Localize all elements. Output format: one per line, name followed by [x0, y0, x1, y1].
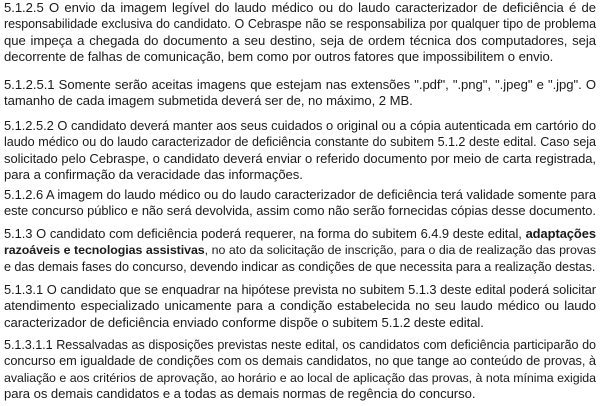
text-line: para a confirmação da veracidade das informações. — [4, 167, 303, 183]
paragraph-5-1-2-5 — [4, 0, 596, 66]
text-line: este concurso público e não será devolvida, assim como não serão fornecidas cópias desse documento. — [4, 203, 596, 219]
text-line: 5.1.2.5 O envio da imagem legível do laudo médico ou do laudo caracterizador de deficiência é de — [4, 0, 596, 15]
text-line: 5.1.2.6 A imagem do laudo médico ou do laudo caracterizador de deficiência terá validade somente para — [4, 187, 596, 202]
paragraph-5-1-3-1-1 — [4, 337, 596, 403]
paragraph-5-1-2-5-2 — [4, 118, 596, 184]
text-line — [4, 242, 596, 258]
text-run: , no ato da solicitação de inscrição, para o dia de realização das provas — [204, 243, 596, 258]
paragraph-5-1-3 — [4, 226, 596, 275]
paragraph-5-1-2-6 — [4, 187, 596, 220]
text-line: atendimento especializado unicamente para a condição estabelecida no seu laudo médico ou laudo — [4, 298, 596, 314]
text-line: responsabilidade exclusiva do candidato. O Cebraspe não se responsabiliza por qualquer tipo de problema — [4, 17, 596, 32]
paragraph-5-1-3-1 — [4, 282, 596, 331]
text-line — [4, 226, 596, 242]
text-line: tamanho de cada imagem submetida deverá ser de, no máximo, 2 MB. — [4, 93, 413, 109]
text-line: concurso em igualdade de condições com os demais candidatos, no que tange ao conteúdo de provas, à — [4, 353, 596, 369]
paragraph-5-1-2-5-1 — [4, 77, 596, 110]
text-run: 5.1.3 O candidato com deficiência poderá requerer, na forma do subitem 6.4.9 deste edital, — [4, 226, 526, 241]
text-line: que impeça a chegada do documento a seu destino, seja de ordem técnica dos computadores, seja — [4, 32, 596, 48]
text-line: para os demais candidatos e a todas as demais normas de regência do concurso. — [4, 386, 476, 402]
text-line: caracterizador de deficiência enviado conforme dispõe o subitem 5.1.2 deste edital. — [4, 314, 484, 330]
text-line: solicitado pelo Cebraspe, o candidato deverá enviar o referido documento por meio de carta registrada, — [4, 150, 596, 166]
text-line: avaliação e aos critérios de aprovação, ao horário e ao local de aplicação das provas, à nota mínima exigida — [4, 370, 596, 385]
bold-text-run: adaptações — [525, 226, 596, 241]
text-line: 5.1.3.1 O candidato que se enquadrar na hipótese prevista no subitem 5.1.3 deste edital poderá solicitar — [4, 282, 596, 297]
text-line: 5.1.2.5.2 O candidato deverá manter aos seus cuidados o original ou a cópia autenticada em cartório do — [4, 118, 596, 133]
text-line: e das demais fases do concurso, devendo indicar as condições de que necessita para a realização destas. — [4, 259, 596, 274]
text-line: decorrente de falhas de comunicação, bem como por outros fatores que impossibilitem o envio. — [4, 49, 554, 65]
text-line: 5.1.3.1.1 Ressalvadas as disposições previstas neste edital, os candidatos com deficiência participarão do — [4, 338, 596, 352]
text-line: 5.1.2.5.1 Somente serão aceitas imagens que estejam nas extensões ".pdf", ".png", ".jpeg" e ".jpg". O — [4, 77, 596, 92]
bold-text-run: razoáveis e tecnologias assistivas — [4, 243, 205, 258]
text-line: laudo médico ou do laudo caracterizador de deficiência constante do subitem 5.1.2 deste edital. Caso seja — [4, 135, 596, 150]
